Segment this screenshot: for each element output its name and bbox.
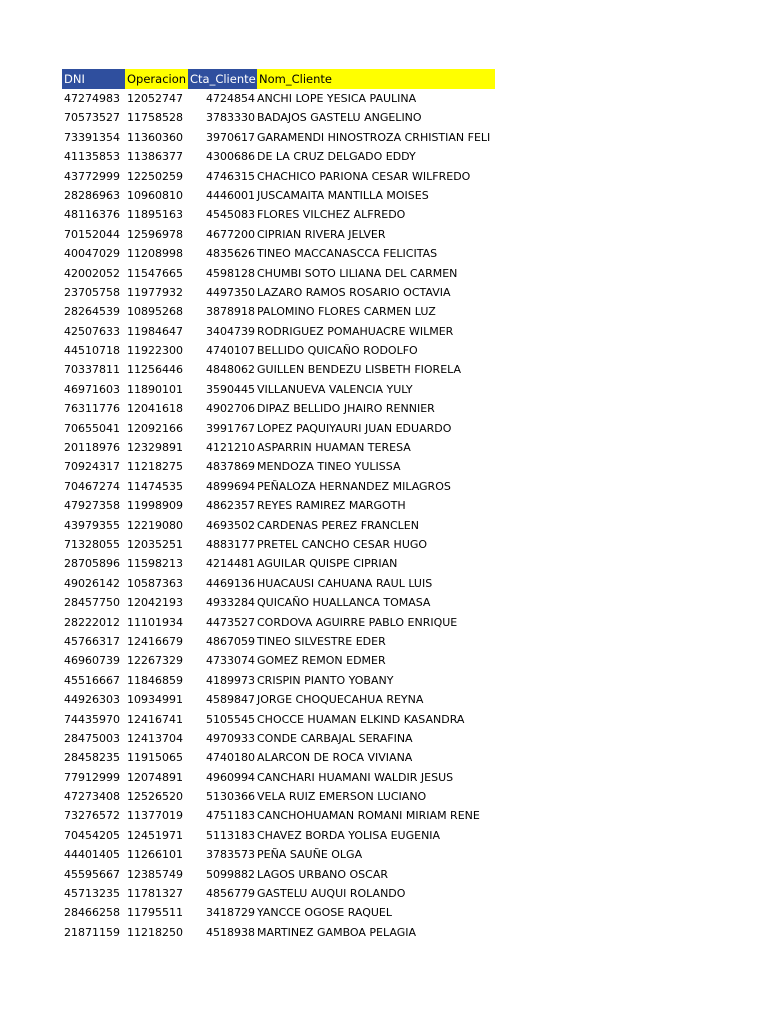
table-row: [62, 923, 557, 942]
cell-operacion[interactable]: 10934991: [127, 693, 183, 707]
table-row: [62, 399, 557, 418]
table-row: [62, 302, 557, 321]
cell-cta-cliente[interactable]: 3783330: [206, 111, 255, 125]
header-dni[interactable]: DNI: [62, 69, 125, 89]
cell-cta-cliente[interactable]: 4300686: [206, 150, 255, 164]
cell-operacion[interactable]: 11758528: [127, 111, 183, 125]
table-row: [62, 593, 557, 612]
cell-operacion[interactable]: 11598213: [127, 557, 183, 571]
cell-cta-cliente[interactable]: 5130366: [206, 790, 255, 804]
cell-nom-cliente[interactable]: JUSCAMAITA MANTILLA MOISES: [257, 188, 429, 202]
cell-operacion[interactable]: 11984647: [127, 324, 183, 338]
cell-operacion[interactable]: 11218275: [127, 460, 183, 474]
cell-cta-cliente[interactable]: 4740107: [206, 344, 255, 358]
cell-operacion[interactable]: 12413704: [127, 731, 183, 745]
cell-dni[interactable]: 28222012: [64, 615, 120, 629]
cell-operacion[interactable]: 11386377: [127, 150, 183, 164]
cell-nom-cliente[interactable]: AGUILAR QUISPE CIPRIAN: [257, 557, 398, 571]
table-row: [62, 264, 557, 283]
table-row: [62, 613, 557, 632]
cell-nom-cliente[interactable]: CHUMBI SOTO LILIANA DEL CARMEN: [257, 266, 458, 280]
table-row: [62, 108, 557, 127]
table-row: [62, 884, 557, 903]
cell-operacion[interactable]: 12267329: [127, 654, 183, 668]
cell-nom-cliente[interactable]: BELLIDO QUICAÑO RODOLFO: [257, 344, 418, 358]
cell-cta-cliente[interactable]: 4970933: [206, 731, 255, 745]
table-row: [62, 128, 557, 147]
table-row: [62, 89, 557, 108]
cell-cta-cliente[interactable]: 4835626: [206, 247, 255, 261]
cell-nom-cliente[interactable]: LOPEZ PAQUIYAURI JUAN EDUARDO: [257, 421, 452, 435]
cell-cta-cliente[interactable]: 4693502: [206, 518, 255, 532]
cell-dni[interactable]: 44401405: [64, 848, 120, 862]
cell-cta-cliente[interactable]: 4899694: [206, 479, 255, 493]
cell-dni[interactable]: 47273408: [64, 790, 120, 804]
cell-operacion[interactable]: 12042193: [127, 596, 183, 610]
cell-nom-cliente[interactable]: VILLANUEVA VALENCIA YULY: [257, 382, 413, 396]
cell-operacion[interactable]: 11101934: [127, 615, 183, 629]
table-row: [62, 477, 557, 496]
cell-nom-cliente[interactable]: GOMEZ REMON EDMER: [257, 654, 386, 668]
cell-nom-cliente[interactable]: PRETEL CANCHO CESAR HUGO: [257, 537, 428, 551]
cell-cta-cliente[interactable]: 3404739: [206, 324, 255, 338]
cell-nom-cliente[interactable]: VELA RUIZ EMERSON LUCIANO: [257, 790, 427, 804]
cell-nom-cliente[interactable]: ALARCON DE ROCA VIVIANA: [257, 751, 413, 765]
cell-dni[interactable]: 47927358: [64, 499, 120, 513]
table-row: [62, 380, 557, 399]
cell-nom-cliente[interactable]: CONDE CARBAJAL SERAFINA: [257, 731, 413, 745]
cell-cta-cliente[interactable]: 4883177: [206, 537, 255, 551]
table-row: [62, 360, 557, 379]
cell-operacion[interactable]: 11377019: [127, 809, 183, 823]
cell-dni[interactable]: 49026142: [64, 576, 120, 590]
cell-cta-cliente[interactable]: 4746315: [206, 169, 255, 183]
table-row: [62, 322, 557, 341]
cell-dni[interactable]: 74435970: [64, 712, 120, 726]
header-nom-cliente[interactable]: Nom_Cliente: [257, 69, 495, 89]
cell-cta-cliente[interactable]: 3590445: [206, 382, 255, 396]
cell-dni[interactable]: 28475003: [64, 731, 120, 745]
cell-cta-cliente[interactable]: 3970617: [206, 130, 255, 144]
cell-dni[interactable]: 70152044: [64, 227, 120, 241]
cell-dni[interactable]: 44510718: [64, 344, 120, 358]
cell-dni[interactable]: 70337811: [64, 363, 120, 377]
cell-operacion[interactable]: 11218250: [127, 925, 183, 939]
cell-operacion[interactable]: 12219080: [127, 518, 183, 532]
cell-operacion[interactable]: 10587363: [127, 576, 183, 590]
cell-cta-cliente[interactable]: 4960994: [206, 770, 255, 784]
cell-nom-cliente[interactable]: DIPAZ BELLIDO JHAIRO RENNIER: [257, 402, 435, 416]
cell-cta-cliente[interactable]: 4473527: [206, 615, 255, 629]
cell-cta-cliente[interactable]: 4856779: [206, 887, 255, 901]
cell-operacion[interactable]: 11846859: [127, 673, 183, 687]
cell-cta-cliente[interactable]: 4589847: [206, 693, 255, 707]
cell-operacion[interactable]: 12416741: [127, 712, 183, 726]
cell-nom-cliente[interactable]: MARTINEZ GAMBOA PELAGIA: [257, 925, 417, 939]
cell-operacion[interactable]: 12041618: [127, 402, 183, 416]
cell-operacion[interactable]: 11998909: [127, 499, 183, 513]
cell-dni[interactable]: 43772999: [64, 169, 120, 183]
cell-cta-cliente[interactable]: 4902706: [206, 402, 255, 416]
cell-dni[interactable]: 70924317: [64, 460, 120, 474]
cell-nom-cliente[interactable]: CRISPIN PIANTO YOBANY: [257, 673, 394, 687]
cell-operacion[interactable]: 11266101: [127, 848, 183, 862]
cell-cta-cliente[interactable]: 3418729: [206, 906, 255, 920]
table-row: [62, 496, 557, 515]
cell-cta-cliente[interactable]: 4724854: [206, 92, 255, 105]
table-row: [62, 787, 557, 806]
cell-nom-cliente[interactable]: CANCHOHUAMAN ROMANI MIRIAM RENE: [257, 809, 480, 823]
cell-nom-cliente[interactable]: PALOMINO FLORES CARMEN LUZ: [257, 305, 436, 319]
cell-nom-cliente[interactable]: DE LA CRUZ DELGADO EDDY: [257, 150, 416, 164]
cell-nom-cliente[interactable]: CHOCCE HUAMAN ELKIND KASANDRA: [257, 712, 465, 726]
cell-nom-cliente[interactable]: GARAMENDI HINOSTROZA CRHISTIAN FELI: [257, 130, 491, 144]
cell-operacion[interactable]: 11208998: [127, 247, 183, 261]
cell-cta-cliente[interactable]: 4497350: [206, 285, 255, 299]
cell-dni[interactable]: 44926303: [64, 693, 120, 707]
cell-operacion[interactable]: 12416679: [127, 634, 183, 648]
cell-operacion[interactable]: 12074891: [127, 770, 183, 784]
cell-operacion[interactable]: 11895163: [127, 208, 183, 222]
cell-dni[interactable]: 45766317: [64, 634, 120, 648]
cell-nom-cliente[interactable]: LAGOS URBANO OSCAR: [257, 867, 389, 881]
cell-dni[interactable]: 73276572: [64, 809, 120, 823]
cell-dni[interactable]: 46971603: [64, 382, 120, 396]
cell-dni[interactable]: 42507633: [64, 324, 120, 338]
cell-nom-cliente[interactable]: TINEO SILVESTRE EDER: [257, 634, 386, 648]
table-row: [62, 457, 557, 476]
cell-cta-cliente[interactable]: 4598128: [206, 266, 255, 280]
table-row: [62, 535, 557, 554]
cell-nom-cliente[interactable]: RODRIGUEZ POMAHUACRE WILMER: [257, 324, 454, 338]
cell-operacion[interactable]: 12596978: [127, 227, 183, 241]
cell-cta-cliente[interactable]: 3783573: [206, 848, 255, 862]
cell-operacion[interactable]: 10895268: [127, 305, 183, 319]
cell-dni[interactable]: 48116376: [64, 208, 120, 222]
table-row: [62, 225, 557, 244]
cell-dni[interactable]: 40047029: [64, 247, 120, 261]
table-row: [62, 729, 557, 748]
cell-dni[interactable]: 45713235: [64, 887, 120, 901]
cell-nom-cliente[interactable]: CORDOVA AGUIRRE PABLO ENRIQUE: [257, 615, 458, 629]
table-row: [62, 419, 557, 438]
cell-nom-cliente[interactable]: GASTELU AUQUI ROLANDO: [257, 887, 406, 901]
cell-operacion[interactable]: 12385749: [127, 867, 183, 881]
cell-operacion[interactable]: 12035251: [127, 537, 183, 551]
cell-cta-cliente[interactable]: 4446001: [206, 188, 255, 202]
table-row: [62, 768, 557, 787]
table-row: [62, 205, 557, 224]
table-row: [62, 845, 557, 864]
table-row: [62, 341, 557, 360]
cell-operacion[interactable]: 11890101: [127, 382, 183, 396]
header-operacion[interactable]: Operacion: [125, 69, 188, 89]
cell-cta-cliente[interactable]: 4733074: [206, 654, 255, 668]
cell-cta-cliente[interactable]: 4214481: [206, 557, 255, 571]
cell-nom-cliente[interactable]: HUACAUSI CAHUANA RAUL LUIS: [257, 576, 433, 590]
cell-dni[interactable]: 70454205: [64, 828, 120, 842]
table-row: [62, 748, 557, 767]
cell-dni[interactable]: 41135853: [64, 150, 120, 164]
cell-cta-cliente[interactable]: 4837869: [206, 460, 255, 474]
cell-operacion[interactable]: 10960810: [127, 188, 183, 202]
cell-nom-cliente[interactable]: GUILLEN BENDEZU LISBETH FIORELA: [257, 363, 462, 377]
cell-cta-cliente[interactable]: 4933284: [206, 596, 255, 610]
cell-operacion[interactable]: 11922300: [127, 344, 183, 358]
cell-operacion[interactable]: 12250259: [127, 169, 183, 183]
table-row: [62, 651, 557, 670]
table-row: [62, 283, 557, 302]
cell-dni[interactable]: 28264539: [64, 305, 120, 319]
cell-cta-cliente[interactable]: 5105545: [206, 712, 255, 726]
cell-cta-cliente[interactable]: 4121210: [206, 441, 255, 455]
table-body: [62, 89, 557, 942]
cell-cta-cliente[interactable]: 4189973: [206, 673, 255, 687]
cell-dni[interactable]: 21871159: [64, 925, 120, 939]
cell-nom-cliente[interactable]: ASPARRIN HUAMAN TERESA: [257, 441, 411, 455]
cell-cta-cliente[interactable]: 4545083: [206, 208, 255, 222]
cell-dni[interactable]: 70573527: [64, 111, 120, 125]
cell-dni[interactable]: 45516667: [64, 673, 120, 687]
cell-operacion[interactable]: 11474535: [127, 479, 183, 493]
cell-nom-cliente[interactable]: ANCHI LOPE YESICA PAULINA: [257, 92, 417, 105]
cell-dni[interactable]: 70467274: [64, 479, 120, 493]
cell-dni[interactable]: 28458235: [64, 751, 120, 765]
table-row: [62, 903, 557, 922]
cell-cta-cliente[interactable]: 4867059: [206, 634, 255, 648]
cell-nom-cliente[interactable]: REYES RAMIREZ MARGOTH: [257, 499, 406, 513]
cell-operacion[interactable]: 11915065: [127, 751, 183, 765]
cell-dni[interactable]: 73391354: [64, 130, 120, 144]
table-row: [62, 865, 557, 884]
cell-operacion[interactable]: 12329891: [127, 441, 183, 455]
cell-dni[interactable]: 46960739: [64, 654, 120, 668]
cell-dni[interactable]: 28705896: [64, 557, 120, 571]
cell-nom-cliente[interactable]: JORGE CHOQUECAHUA REYNA: [257, 693, 424, 707]
cell-operacion[interactable]: 12052747: [127, 92, 183, 105]
cell-operacion[interactable]: 12526520: [127, 790, 183, 804]
cell-cta-cliente[interactable]: 4848062: [206, 363, 255, 377]
cell-dni[interactable]: 71328055: [64, 537, 120, 551]
cell-operacion[interactable]: 11256446: [127, 363, 183, 377]
cell-nom-cliente[interactable]: CIPRIAN RIVERA JELVER: [257, 227, 386, 241]
cell-nom-cliente[interactable]: CARDENAS PEREZ FRANCLEN: [257, 518, 419, 532]
cell-cta-cliente[interactable]: 3878918: [206, 305, 255, 319]
cell-dni[interactable]: 76311776: [64, 402, 120, 416]
cell-cta-cliente[interactable]: 4751183: [206, 809, 255, 823]
header-row: [62, 69, 557, 89]
table-row: [62, 244, 557, 263]
cell-dni[interactable]: 43979355: [64, 518, 120, 532]
cell-dni[interactable]: 28466258: [64, 906, 120, 920]
cell-dni[interactable]: 45595667: [64, 867, 120, 881]
cell-nom-cliente[interactable]: BADAJOS GASTELU ANGELINO: [257, 111, 422, 125]
header-cta-cliente[interactable]: Cta_Cliente: [188, 69, 257, 89]
cell-operacion[interactable]: 11781327: [127, 887, 183, 901]
cell-dni[interactable]: 77912999: [64, 770, 120, 784]
table-row: [62, 574, 557, 593]
cell-dni[interactable]: 70655041: [64, 421, 120, 435]
cell-cta-cliente[interactable]: 4518938: [206, 925, 255, 939]
table-row: [62, 554, 557, 573]
cell-nom-cliente[interactable]: PEÑA SAUÑE OLGA: [257, 848, 363, 862]
table-row: [62, 186, 557, 205]
cell-operacion[interactable]: 11547665: [127, 266, 183, 280]
cell-dni[interactable]: 23705758: [64, 285, 120, 299]
cell-nom-cliente[interactable]: FLORES VILCHEZ ALFREDO: [257, 208, 406, 222]
table-row: [62, 690, 557, 709]
cell-nom-cliente[interactable]: CANCHARI HUAMANI WALDIR JESUS: [257, 770, 454, 784]
table-row: [62, 438, 557, 457]
cell-nom-cliente[interactable]: QUICAÑO HUALLANCA TOMASA: [257, 596, 431, 610]
cell-cta-cliente[interactable]: 4677200: [206, 227, 255, 241]
table-row: [62, 632, 557, 651]
table-row: [62, 806, 557, 825]
cell-nom-cliente[interactable]: MENDOZA TINEO YULISSA: [257, 460, 401, 474]
table-row: [62, 671, 557, 690]
cell-nom-cliente[interactable]: PEÑALOZA HERNANDEZ MILAGROS: [257, 479, 451, 493]
cell-operacion[interactable]: 11795511: [127, 906, 183, 920]
cell-nom-cliente[interactable]: TINEO MACCANASCCA FELICITAS: [257, 247, 438, 261]
cell-nom-cliente[interactable]: YANCCE OGOSE RAQUEL: [257, 906, 393, 920]
cell-dni[interactable]: 28286963: [64, 188, 120, 202]
cell-cta-cliente[interactable]: 5113183: [206, 828, 255, 842]
cell-nom-cliente[interactable]: CHACHICO PARIONA CESAR WILFREDO: [257, 169, 471, 183]
cell-nom-cliente[interactable]: CHAVEZ BORDA YOLISA EUGENIA: [257, 828, 441, 842]
cell-cta-cliente[interactable]: 4740180: [206, 751, 255, 765]
cell-operacion[interactable]: 11977932: [127, 285, 183, 299]
cell-operacion[interactable]: 12092166: [127, 421, 183, 435]
cell-dni[interactable]: 20118976: [64, 441, 120, 455]
cell-cta-cliente[interactable]: 3991767: [206, 421, 255, 435]
cell-operacion[interactable]: 12451971: [127, 828, 183, 842]
table-row: [62, 710, 557, 729]
table-row: [62, 167, 557, 186]
cell-nom-cliente[interactable]: LAZARO RAMOS ROSARIO OCTAVIA: [257, 285, 451, 299]
table-row: [62, 826, 557, 845]
cell-operacion[interactable]: 11360360: [127, 130, 183, 144]
cell-cta-cliente[interactable]: 4862357: [206, 499, 255, 513]
table-row: [62, 147, 557, 166]
cell-dni[interactable]: 42002052: [64, 266, 120, 280]
cell-cta-cliente[interactable]: 5099882: [206, 867, 255, 881]
cell-dni[interactable]: 47274983: [64, 92, 120, 105]
table-row: [62, 516, 557, 535]
cell-dni[interactable]: 28457750: [64, 596, 120, 610]
spreadsheet-table: [62, 69, 557, 942]
cell-cta-cliente[interactable]: 4469136: [206, 576, 255, 590]
